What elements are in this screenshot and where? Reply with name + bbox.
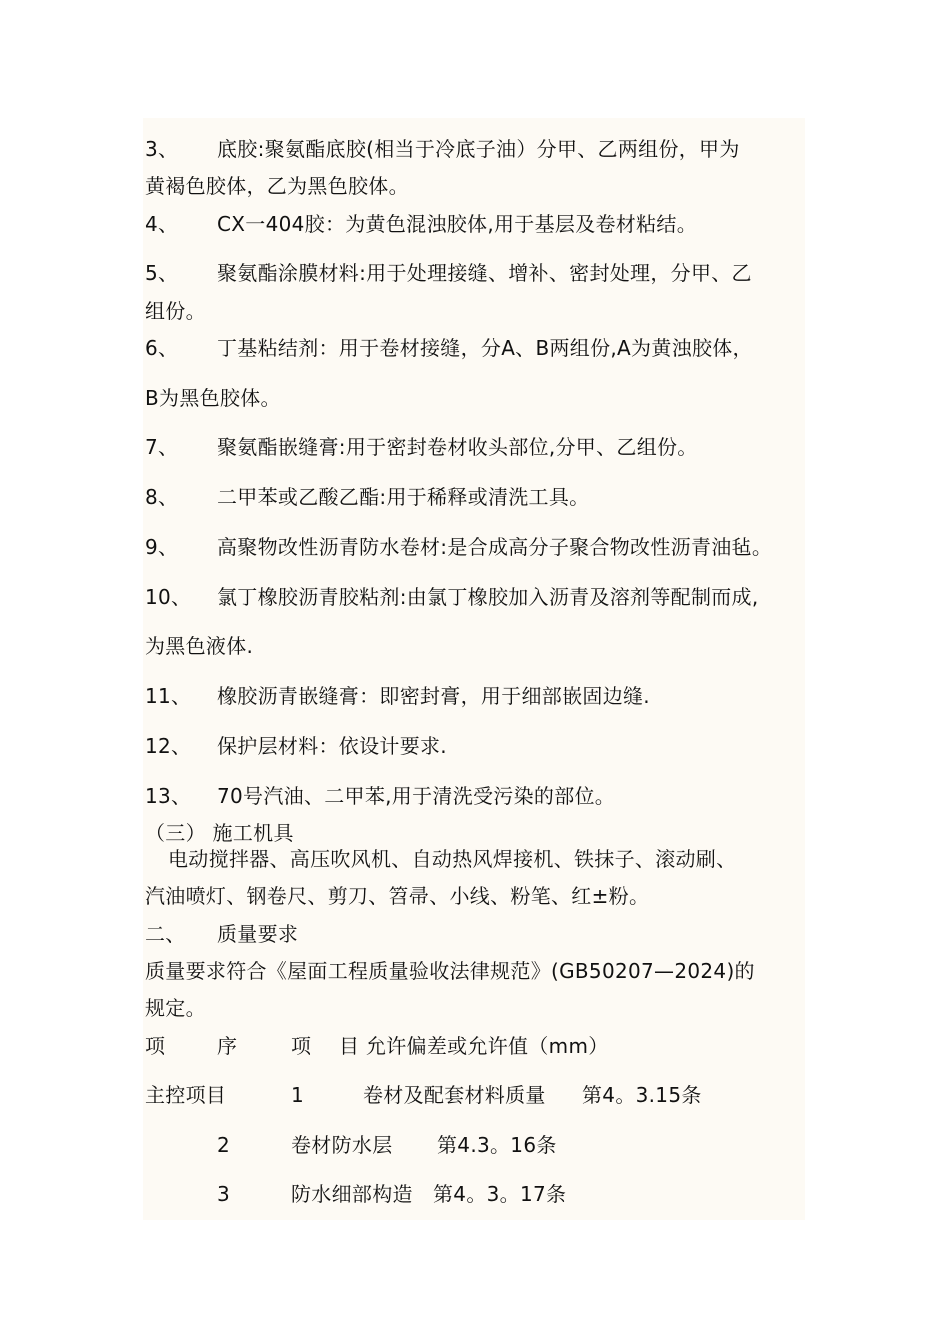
item-number: 5、 — [145, 261, 179, 285]
value-cell: 第4。3.15条 — [582, 1083, 702, 1107]
item-continuation: B为黑色胶体。 — [145, 386, 281, 410]
seq-cell: 2 — [217, 1133, 231, 1157]
section-heading-tools: （三） 施工机具 — [145, 821, 294, 845]
tools-line-2: 汽油喷灯、钢卷尺、剪刀、笤帚、小线、粉笔、红±粉。 — [145, 884, 650, 908]
item-cell: 卷材及配套材料质量 — [363, 1083, 546, 1107]
item-text: 橡胶沥青嵌缝膏：即密封膏，用于细部嵌固边缝. — [217, 684, 650, 708]
table-row — [145, 1181, 805, 1207]
header-cell: 目 允许偏差或允许值（mm） — [339, 1034, 609, 1058]
section-number: 二、 — [145, 922, 186, 946]
table-row — [145, 1132, 805, 1158]
list-item — [145, 733, 447, 759]
table-header — [145, 1033, 805, 1059]
item-number: 7、 — [145, 435, 179, 459]
category-cell: 主控项目 — [145, 1083, 227, 1107]
seq-cell: 1 — [291, 1083, 305, 1107]
item-number: 10、 — [145, 585, 192, 609]
item-continuation: 组份。 — [145, 299, 206, 323]
quality-text-2: 规定。 — [145, 996, 206, 1020]
quality-text-1: 质量要求符合《屋面工程质量验收法律规范》(GB50207—2024)的 — [145, 959, 755, 983]
item-text: 70号汽油、二甲苯,用于清洗受污染的部位。 — [217, 784, 616, 808]
list-item — [145, 136, 740, 162]
list-item — [145, 211, 697, 237]
item-number: 12、 — [145, 734, 192, 758]
section-title: 质量要求 — [217, 922, 299, 946]
item-text: 丁基粘结剂：用于卷材接缝，分A、B两组份,A为黄浊胶体， — [217, 336, 753, 360]
item-number: 11、 — [145, 684, 192, 708]
header-cell: 项 — [145, 1034, 166, 1058]
section-heading-quality — [145, 921, 298, 947]
header-cell: 序 — [217, 1034, 238, 1058]
list-item — [145, 260, 752, 286]
item-number: 8、 — [145, 485, 179, 509]
item-number: 3、 — [145, 137, 179, 161]
list-item — [145, 335, 753, 361]
item-text: 保护层材料：依设计要求. — [217, 734, 447, 758]
item-continuation: 黄褐色胶体，乙为黑色胶体。 — [145, 174, 409, 198]
list-item — [145, 783, 615, 809]
item-number: 13、 — [145, 784, 192, 808]
list-item — [145, 434, 698, 460]
item-text: 高聚物改性沥青防水卷材:是合成高分子聚合物改性沥青油毡。 — [217, 535, 773, 559]
item-text: 二甲苯或乙酸乙酯:用于稀释或清洗工具。 — [217, 485, 590, 509]
value-cell: 第4。3。17条 — [433, 1182, 567, 1206]
value-cell: 第4.3。16条 — [437, 1133, 557, 1157]
list-item — [145, 534, 772, 560]
tools-line-1: 电动搅拌器、高压吹风机、自动热风焊接机、铁抹子、滚动刷、 — [168, 847, 737, 871]
table-row — [145, 1082, 805, 1108]
list-item — [145, 683, 650, 709]
item-continuation: 为黑色液体. — [145, 634, 254, 658]
seq-cell: 3 — [217, 1182, 231, 1206]
item-text: 聚氨酯涂膜材料:用于处理接缝、增补、密封处理，分甲、乙 — [217, 261, 752, 285]
item-text: 氯丁橡胶沥青胶粘剂:由氯丁橡胶加入沥青及溶剂等配制而成, — [217, 585, 759, 609]
list-item — [145, 484, 589, 510]
item-cell: 卷材防水层 — [291, 1133, 393, 1157]
item-number: 9、 — [145, 535, 179, 559]
item-number: 6、 — [145, 336, 179, 360]
list-item — [145, 584, 759, 610]
item-text: 聚氨酯嵌缝膏:用于密封卷材收头部位,分甲、乙组份。 — [217, 435, 698, 459]
item-text: CX一404胶：为黄色混浊胶体,用于基层及卷材粘结。 — [217, 212, 697, 236]
item-cell: 防水细部构造 — [291, 1182, 413, 1206]
item-text: 底胶:聚氨酯底胶(相当于冷底子油）分甲、乙两组份，甲为 — [217, 137, 740, 161]
item-number: 4、 — [145, 212, 179, 236]
header-cell: 项 — [291, 1034, 312, 1058]
